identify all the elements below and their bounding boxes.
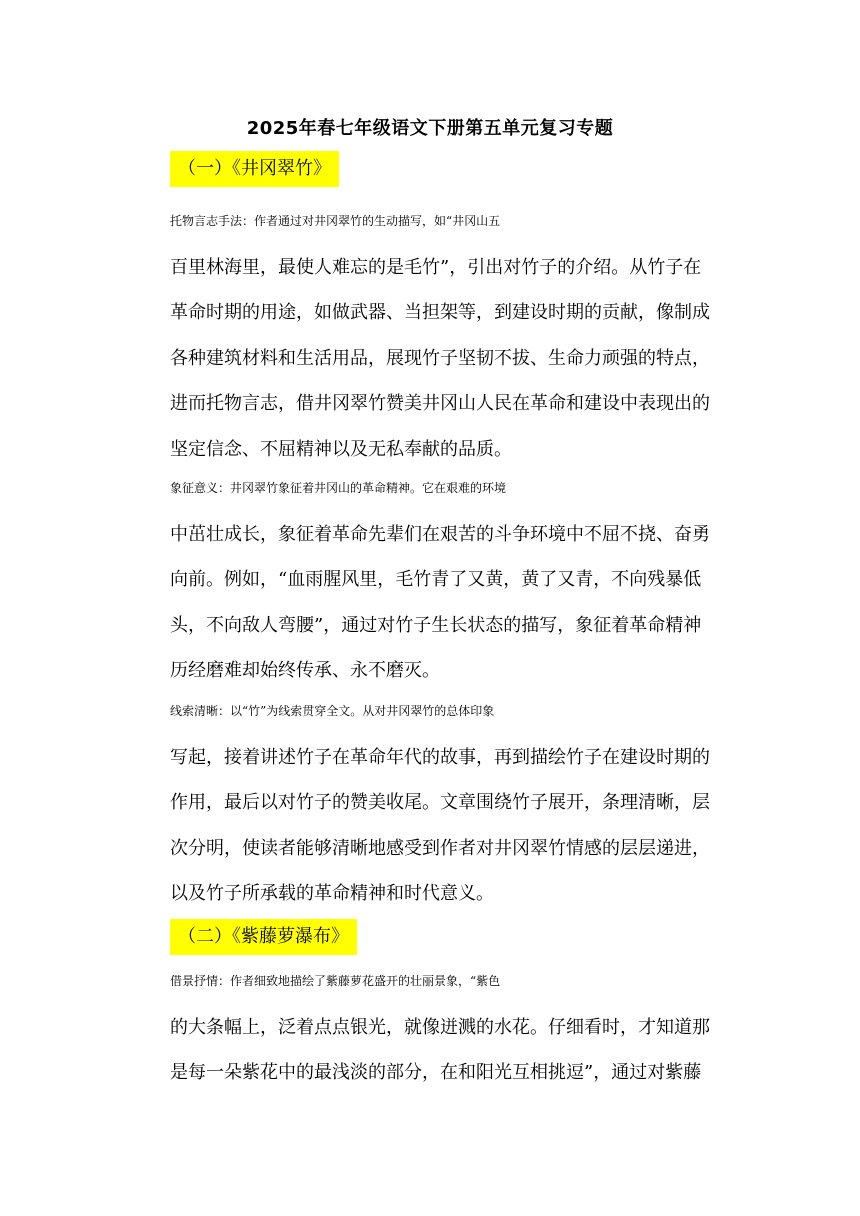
text-line: 坚定信念、不屈精神以及无私奉献的品质。 <box>170 438 512 460</box>
text-line: 写起，接着讲述竹子在革命年代的故事，再到描绘竹子在建设时期的 <box>170 746 710 768</box>
text-line: 作用，最后以对竹子的赞美收尾。文章围绕竹子展开，条理清晰，层 <box>170 792 710 814</box>
paragraph-jiejing-shuqing <box>130 959 728 1096</box>
text-line: 借景抒情：作者细致地描绘了紫藤萝花盛开的壮丽景象，“紫色 <box>170 974 501 988</box>
text-line: 向前。例如，“血雨腥风里，毛竹青了又黄，黄了又青，不向残暴低 <box>170 569 702 591</box>
text-line: 线索清晰：以“竹”为线索贯穿全文。从对井冈翠竹的总体印象 <box>170 704 495 718</box>
document-title: 2025年春七年级语文下册第五单元复习专题 <box>246 118 614 139</box>
text-line: 中茁壮成长，象征着革命先辈们在艰苦的斗争环境中不屈不挠、奋勇 <box>170 523 710 545</box>
section-heading-ziteng-pubu: （二）《紫藤萝瀑布》 <box>170 919 357 955</box>
text-line: 以及竹子所承载的革命精神和时代意义。 <box>170 883 494 905</box>
text-line: 象征意义：井冈翠竹象征着井冈山的革命精神。它在艰难的环境 <box>170 481 507 495</box>
text-line: 的大条幅上，泛着点点银光，就像迸溅的水花。仔细看时，才知道那 <box>170 1016 710 1038</box>
text-line: 革命时期的用途，如做武器、当担架等，到建设时期的贡献，像制成 <box>170 302 710 324</box>
text-line: 进而托物言志，借井冈翠竹赞美井冈山人民在革命和建设中表现出的 <box>170 393 710 415</box>
paragraph-xiangzheng-yiyi <box>130 466 728 694</box>
text-line: 百里林海里，最使人难忘的是毛竹”，引出对竹子的介绍。从竹子在 <box>170 256 702 278</box>
text-line: 头，不向敌人弯腰”，通过对竹子生长状态的描写，象征着革命精神 <box>170 614 702 636</box>
text-line: 历经磨难却始终传承、永不磨灭。 <box>170 660 440 682</box>
text-line: 是每一朵紫花中的最浅淡的部分，在和阳光互相挑逗”，通过对紫藤 <box>170 1062 702 1084</box>
text-line: 各种建筑材料和生活用品，展现竹子坚韧不拔、生命力顽强的特点， <box>170 347 710 369</box>
text-line: 托物言志手法：作者通过对井冈翠竹的生动描写，如“井冈山五 <box>170 214 501 228</box>
section-heading-jinggang-cuizhu: （一）《井冈翠竹》 <box>170 151 339 187</box>
paragraph-tuowu-yanzhi <box>130 199 728 473</box>
text-line: 次分明，使读者能够清晰地感受到作者对井冈翠竹情感的层层递进， <box>170 837 710 859</box>
paragraph-xiansuo-qingxi <box>130 689 728 917</box>
